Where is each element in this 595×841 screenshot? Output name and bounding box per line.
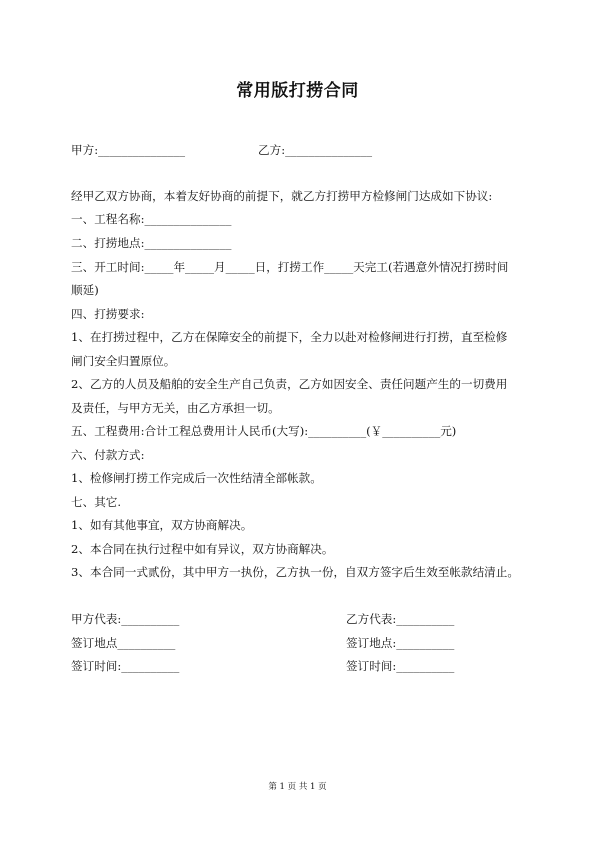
other-term-1: 1、如有其他事宜，双方协商解决。: [71, 518, 253, 532]
project-name-clause: 一、工程名称:_______________: [71, 212, 232, 226]
requirement-1: 1、在打捞过程中，乙方在保障安全的前提下，全力以赴对检修闸进行打捞，直至检修: [71, 330, 508, 344]
start-time-clause-cont: 顺延): [71, 283, 99, 297]
intro-paragraph: 经甲乙双方协商，本着友好协商的前提下，就乙方打捞甲方检修闸门达成如下协议:: [71, 189, 493, 203]
party-a-signing-time: 签订时间:__________: [71, 659, 180, 673]
requirement-2-cont: 及责任，与甲方无关，由乙方承担一切。: [71, 401, 280, 415]
project-cost-clause: 五、工程费用:合计工程总费用计人民币(大写):__________(￥__________元): [71, 424, 457, 438]
requirements-heading: 四、打捞要求:: [71, 307, 145, 321]
other-heading: 七、其它.: [71, 495, 122, 509]
page-number: 第 1 页 共 1 页: [268, 782, 327, 792]
payment-term-1: 1、检修闸打捞工作完成后一次性结清全部帐款。: [71, 471, 322, 485]
document-title: 常用版打捞合同: [236, 81, 359, 101]
start-time-clause: 三、开工时间:_____年_____月_____日，打捞工作_____天完工(若遇意外情况打捞时间: [71, 260, 509, 274]
requirement-2: 2、乙方的人员及船舶的安全生产自己负责，乙方如因安全、责任问题产生的一切费用: [71, 377, 508, 391]
other-term-2: 2、本合同在执行过程中如有异议，双方协商解决。: [71, 542, 334, 556]
party-b-field: 乙方:_______________: [258, 143, 373, 157]
party-b-signing-place: 签订地点:__________: [346, 636, 455, 650]
payment-heading: 六、付款方式:: [71, 448, 145, 462]
party-a-signing-place: 签订地点__________: [71, 636, 176, 650]
party-b-signing-time: 签订时间:__________: [346, 659, 455, 673]
party-a-field: 甲方:_______________: [71, 143, 186, 157]
salvage-location-clause: 二、打捞地点:_______________: [71, 236, 232, 250]
party-b-representative: 乙方代表:__________: [346, 612, 455, 626]
requirement-1-cont: 闸门安全归置原位。: [71, 354, 176, 368]
party-a-representative: 甲方代表:__________: [71, 612, 180, 626]
other-term-3: 3、本合同一式贰份，其中甲方一执份，乙方执一份，自双方签字后生效至帐款结清止。: [71, 565, 519, 579]
